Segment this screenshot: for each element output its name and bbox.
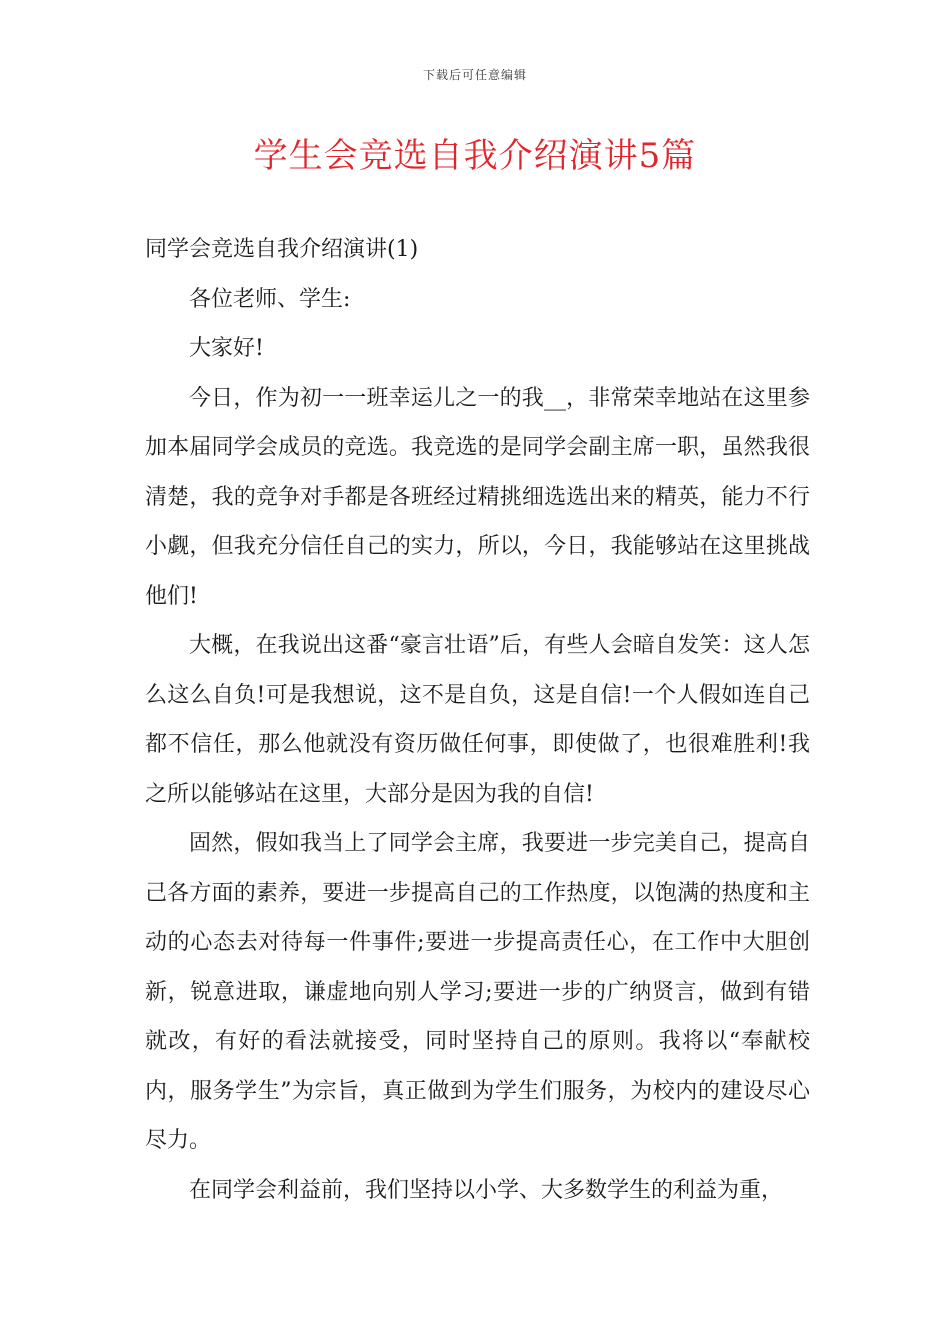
paragraph: 今日，作为初一一班幸运儿之一的我__，非常荣幸地站在这里参加本届同学会成员的竞选。我竞选的是同学会副主席一职，虽然我很清楚，我的竞争对手都是各班经过精挑细选选出来的精英，能力不行小觑，但我充分信任自己的实力，所以，今日，我能够站在这里挑战他们! (145, 385, 810, 609)
paragraph: 固然，假如我当上了同学会主席，我要进一步完美自己，提高自己各方面的素养，要进一步提高自己的工作热度，以饱满的热度和主动的心态去对待每一件事件;要进一步提高责任心，在工作中大胆创新，锐意进取，谦虚地向别人学习;要进一步的广纳贤言，做到有错就改，有好的看法就接受，同时坚持自己的原则。我将以“奉献校内，服务学生”为宗旨，真正做到为学生们服务，为校内的建设尽心尽力。 (145, 831, 810, 1153)
salutation: 各位老师、学生: (189, 286, 351, 312)
section-heading: 同学会竞选自我介绍演讲(1) (145, 237, 419, 262)
document-body (145, 225, 810, 1215)
paragraph: 大概，在我说出这番“豪言壮语”后，有些人会暗自发笑：这人怎么这么自负!可是我想说，这不是自负，这是自信!一个人假如连自己都不信任，那么他就没有资历做任何事，即使做了，也很难胜利!我之所以能够站在这里，大部分是因为我的自信! (145, 633, 810, 807)
document-title: 学生会竞选自我介绍演讲5篇 (253, 136, 697, 176)
paragraph: 在同学会利益前，我们坚持以小学、大多数学生的利益为重， (189, 1177, 784, 1203)
greeting: 大家好! (189, 336, 264, 361)
header-note: 下载后可任意编辑 (422, 68, 527, 82)
